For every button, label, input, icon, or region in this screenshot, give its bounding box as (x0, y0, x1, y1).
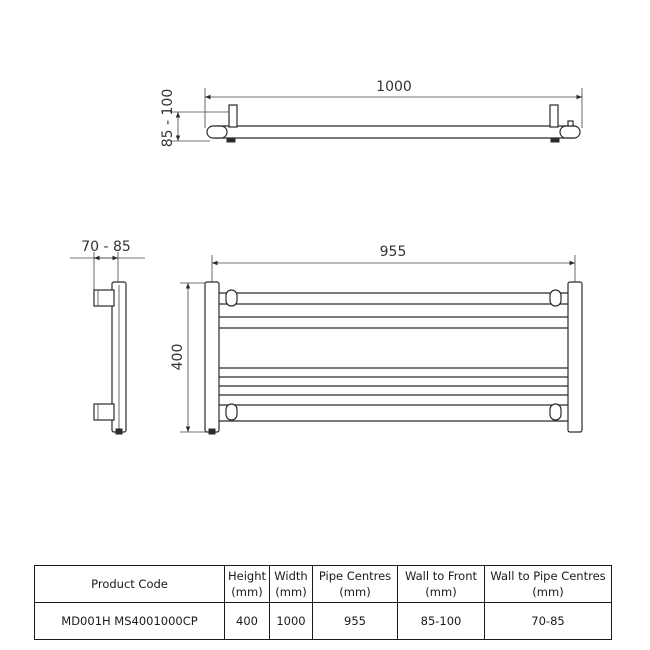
table-header-row (35, 566, 612, 603)
header-wall-to-pipe-centres: Wall to Pipe Centres (mm) (485, 566, 612, 603)
wall-to-front-label: 85 - 100 (160, 88, 176, 148)
cell-wall-to-pipe-centres: 70-85 (485, 603, 612, 640)
width-dimension-label: 1000 (376, 79, 412, 95)
pipe-centres-label: 955 (379, 244, 407, 260)
cell-height: 400 (225, 603, 270, 640)
cell-width: 1000 (270, 603, 313, 640)
front-view (170, 244, 582, 434)
cell-product-code: MD001H MS4001000CP (35, 603, 225, 640)
header-product-code: Product Code (35, 566, 225, 603)
header-height: Height (mm) (225, 566, 270, 603)
specification-table (34, 565, 612, 640)
header-pipe-centres: Pipe Centres (mm) (313, 566, 398, 603)
height-label: 400 (170, 343, 186, 371)
top-view (160, 79, 582, 147)
table-row (35, 603, 612, 640)
wall-to-pipe-centres-label: 70 - 85 (81, 239, 131, 255)
side-view (70, 239, 145, 434)
cell-pipe-centres: 955 (313, 603, 398, 640)
header-width: Width (mm) (270, 566, 313, 603)
cell-wall-to-front: 85-100 (398, 603, 485, 640)
header-wall-to-front: Wall to Front (mm) (398, 566, 485, 603)
